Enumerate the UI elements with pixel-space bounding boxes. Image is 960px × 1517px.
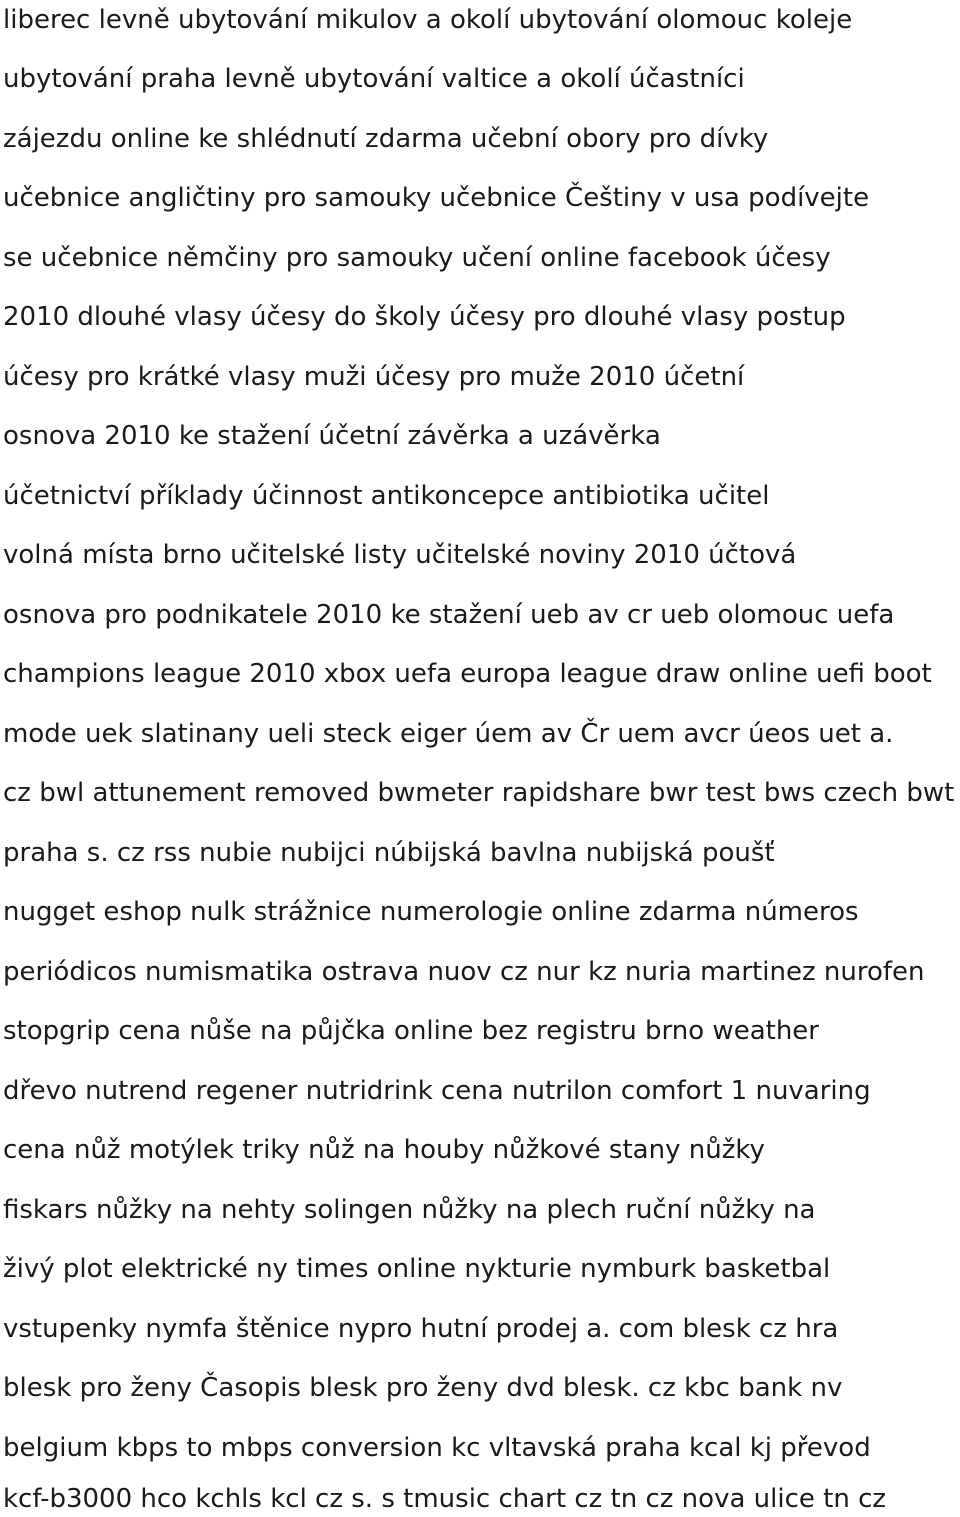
text-line: kcf-b3000 hco kchls kcl cz s. s tmusic chart cz tn cz nova ulice tn cz [3,1484,887,1514]
text-line: periódicos numismatika ostrava nuov cz nur kz nuria martinez nurofen [3,957,925,987]
text-line: champions league 2010 xbox uefa europa league draw online uefi boot [3,659,932,689]
text-line: belgium kbps to mbps conversion kc vltavská praha kcal kj převod [3,1433,871,1463]
text-line: cz bwl attunement removed bwmeter rapidshare bwr test bws czech bwt [3,778,955,808]
document-body [3,0,960,1517]
text-line: ubytování praha levně ubytování valtice a okolí účastníci [3,64,745,94]
text-line: cena nůž motýlek triky nůž na houby nůžkové stany nůžky [3,1135,765,1165]
text-line: vstupenky nymfa štěnice nypro hutní prodej a. com blesk cz hra [3,1314,839,1344]
text-line: osnova pro podnikatele 2010 ke stažení ueb av cr ueb olomouc uefa [3,600,895,630]
text-line: učebnice angličtiny pro samouky učebnice Češtiny v usa podívejte [3,183,870,213]
text-line: stopgrip cena nůše na půjčka online bez registru brno weather [3,1016,819,1046]
text-line: zájezdu online ke shlédnutí zdarma učební obory pro dívky [3,124,769,154]
text-line: živý plot elektrické ny times online nykturie nymburk basketbal [3,1254,831,1284]
text-line: dřevo nutrend regener nutridrink cena nutrilon comfort 1 nuvaring [3,1076,871,1106]
text-line: účetnictví příklady účinnost antikoncepce antibiotika učitel [3,481,770,511]
text-line: se učebnice němčiny pro samouky učení online facebook účesy [3,243,831,273]
text-line: fiskars nůžky na nehty solingen nůžky na plech ruční nůžky na [3,1195,816,1225]
text-line: mode uek slatinany ueli steck eiger úem av Čr uem avcr úeos uet a. [3,719,894,749]
text-line: praha s. cz rss nubie nubijci núbijská bavlna nubijská poušť [3,838,775,868]
text-line: účesy pro krátké vlasy muži účesy pro muže 2010 účetní [3,362,745,392]
text-line: nugget eshop nulk strážnice numerologie online zdarma números [3,897,859,927]
text-line: blesk pro ženy Časopis blesk pro ženy dvd blesk. cz kbc bank nv [3,1373,843,1403]
text-line: osnova 2010 ke stažení účetní závěrka a uzávěrka [3,421,661,451]
text-line: 2010 dlouhé vlasy účesy do školy účesy pro dlouhé vlasy postup [3,302,846,332]
text-line: liberec levně ubytování mikulov a okolí ubytování olomouc koleje [3,5,853,35]
text-line: volná místa brno učitelské listy učitelské noviny 2010 účtová [3,540,797,570]
